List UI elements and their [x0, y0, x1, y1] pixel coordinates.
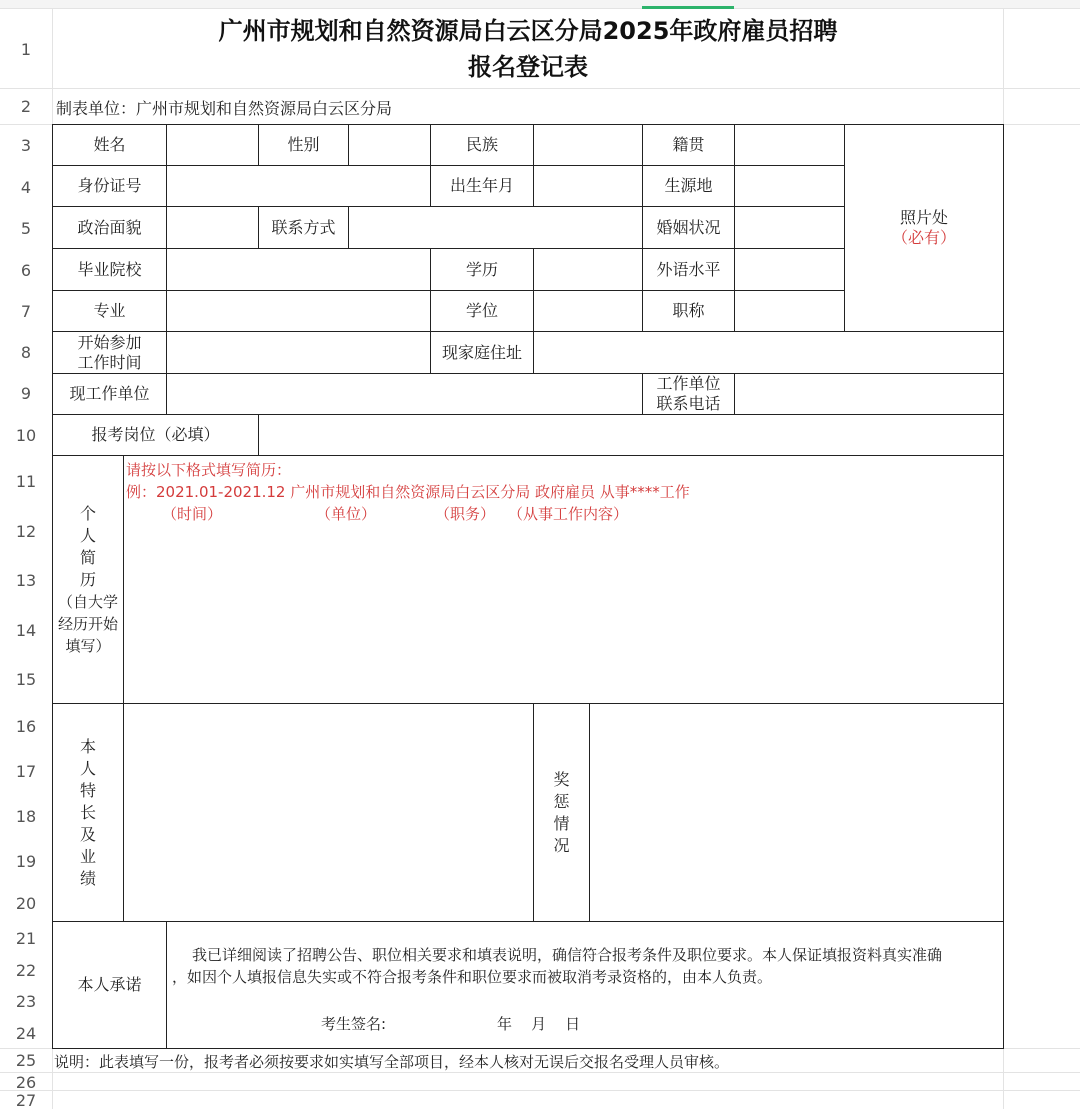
strengths-char: 及 — [79, 824, 96, 844]
label-marital: 婚姻状况 — [642, 206, 735, 249]
label-work-start — [52, 331, 167, 374]
row-number[interactable]: 1 — [20, 40, 32, 59]
row-number[interactable]: 19 — [15, 852, 37, 871]
resume-label-char: 历 — [79, 569, 96, 589]
strengths-char: 长 — [79, 802, 96, 822]
input-marital[interactable] — [734, 206, 845, 249]
row-number[interactable]: 25 — [15, 1051, 37, 1070]
hint-unit: （单位） — [316, 505, 377, 523]
awards-char: 情 — [553, 813, 570, 833]
gridline — [0, 8, 1080, 9]
label-major: 专业 — [52, 290, 167, 332]
resume-label-char: 个 — [79, 503, 96, 523]
row-number[interactable]: 6 — [20, 261, 32, 280]
label-political: 政治面貌 — [52, 206, 167, 249]
label-degree: 学位 — [430, 290, 534, 332]
pledge-text-line1: 我已详细阅读了招聘公告、职位相关要求和填表说明，确信符合报考条件及职位要求。本人保证填报资料真实准确 — [192, 946, 943, 964]
resume-hint-line2: 例：2021.01-2021.12 广州市规划和自然资源局白云区分局 政府雇员 从事****工作 — [126, 483, 690, 501]
resume-hint — [126, 459, 690, 525]
resume-label-char: 简 — [79, 547, 96, 567]
pledge-text — [172, 944, 942, 988]
row-number[interactable]: 8 — [20, 343, 32, 362]
strengths-char: 绩 — [79, 868, 96, 888]
label-address: 现家庭住址 — [430, 331, 534, 374]
label-position: 报考岗位（必填） — [52, 414, 259, 456]
strengths-char: 业 — [79, 846, 96, 866]
row-number[interactable]: 2 — [20, 97, 32, 116]
photo-required-note: （必有） — [891, 228, 956, 247]
active-column-indicator — [642, 6, 734, 9]
label-ethnicity: 民族 — [430, 124, 534, 166]
form-subtitle: 报名登记表 — [468, 53, 588, 81]
input-resume[interactable] — [123, 455, 1004, 704]
row-number[interactable]: 20 — [15, 894, 37, 913]
input-degree[interactable] — [533, 290, 643, 332]
hint-role: （职务） — [435, 505, 496, 523]
input-awards[interactable] — [589, 703, 1004, 922]
row-number[interactable]: 24 — [15, 1024, 37, 1043]
input-origin[interactable] — [734, 165, 845, 207]
footer-note: 说明：此表填写一份，报考者必须按要求如实填写全部项目，经本人核对无误后交报名受理人员审核。 — [54, 1053, 730, 1071]
row-number[interactable]: 10 — [15, 426, 37, 445]
input-political[interactable] — [166, 206, 259, 249]
row-number[interactable]: 12 — [15, 522, 37, 541]
resume-hint-line1: 请按以下格式填写简历： — [126, 461, 292, 479]
row-number[interactable]: 7 — [20, 302, 32, 321]
input-id-number[interactable] — [166, 165, 431, 207]
input-major[interactable] — [166, 290, 431, 332]
label-native-place: 籍贯 — [642, 124, 735, 166]
resume-hint-legend — [126, 503, 690, 525]
input-education[interactable] — [533, 248, 643, 291]
label-name: 姓名 — [52, 124, 167, 166]
input-ethnicity[interactable] — [533, 124, 643, 166]
row-number[interactable]: 3 — [20, 136, 32, 155]
strengths-char: 人 — [79, 758, 96, 778]
row-number[interactable]: 4 — [20, 178, 32, 197]
issuing-unit: 制表单位：广州市规划和自然资源局白云区分局 — [56, 99, 393, 118]
signature-date: 年 月 日 — [497, 1015, 581, 1033]
label-school: 毕业院校 — [52, 248, 167, 291]
label-employer: 现工作单位 — [52, 373, 167, 415]
label-id-number: 身份证号 — [52, 165, 167, 207]
gridline — [0, 1090, 1080, 1091]
resume-label-char: 人 — [79, 525, 96, 545]
input-work-start[interactable] — [166, 331, 431, 374]
label-language: 外语水平 — [642, 248, 735, 291]
input-gender[interactable] — [348, 124, 431, 166]
input-position[interactable] — [258, 414, 1004, 456]
label-awards — [533, 703, 590, 922]
input-address[interactable] — [533, 331, 1004, 374]
photo-area[interactable] — [844, 124, 1004, 332]
form-title: 广州市规划和自然资源局白云区分局2025年政府雇员招聘 — [218, 17, 838, 45]
resume-label-sub: （自大学 — [57, 592, 118, 611]
label-employer-phone — [642, 373, 735, 415]
row-number[interactable]: 21 — [15, 929, 37, 948]
pledge-content[interactable] — [166, 921, 1004, 1049]
label-employer-phone-line2: 联系电话 — [656, 394, 721, 413]
label-title-rank: 职称 — [642, 290, 735, 332]
label-strengths — [52, 703, 124, 922]
row-number[interactable]: 14 — [15, 621, 37, 640]
label-resume — [52, 455, 124, 704]
label-gender: 性别 — [258, 124, 349, 166]
row-number[interactable]: 22 — [15, 961, 37, 980]
gridline — [0, 1072, 1080, 1073]
label-education: 学历 — [430, 248, 534, 291]
row-number[interactable]: 23 — [15, 992, 37, 1011]
row-number[interactable]: 26 — [15, 1073, 37, 1092]
photo-label: 照片处 — [899, 208, 948, 227]
input-native-place[interactable] — [734, 124, 845, 166]
label-birth: 出生年月 — [430, 165, 534, 207]
label-origin: 生源地 — [642, 165, 735, 207]
gridline — [0, 88, 1080, 89]
row-number[interactable]: 9 — [20, 384, 32, 403]
awards-char: 况 — [553, 835, 570, 855]
label-pledge: 本人承诺 — [52, 921, 167, 1049]
row-number[interactable]: 16 — [15, 717, 37, 736]
input-employer-phone[interactable] — [734, 373, 1004, 415]
row-number[interactable]: 5 — [20, 219, 32, 238]
input-title-rank[interactable] — [734, 290, 845, 332]
signature-label: 考生签名: — [321, 1015, 387, 1033]
pledge-text-line2: ，如因个人填报信息失实或不符合报考条件和职位要求而被取消考录资格的，由本人负责。 — [172, 968, 773, 986]
label-work-start-line1: 开始参加 — [77, 332, 142, 352]
input-school[interactable] — [166, 248, 431, 291]
strengths-char: 本 — [79, 736, 96, 756]
label-employer-phone-line1: 工作单位 — [656, 374, 721, 393]
input-name[interactable] — [166, 124, 259, 166]
hint-time: （时间） — [162, 505, 223, 523]
resume-label-sub: 填写） — [65, 636, 111, 655]
hint-content: （从事工作内容） — [508, 505, 629, 523]
row-number[interactable]: 27 — [15, 1091, 37, 1110]
input-language[interactable] — [734, 248, 845, 291]
awards-char: 惩 — [553, 791, 570, 811]
label-work-start-line2: 工作时间 — [77, 352, 142, 372]
resume-label-sub: 经历开始 — [57, 614, 118, 633]
row-number[interactable]: 15 — [15, 670, 37, 689]
label-contact: 联系方式 — [258, 206, 349, 249]
input-strengths[interactable] — [123, 703, 534, 922]
row-number[interactable]: 11 — [15, 472, 37, 491]
input-contact[interactable] — [348, 206, 643, 249]
awards-char: 奖 — [553, 769, 570, 789]
row-number[interactable]: 18 — [15, 807, 37, 826]
row-number[interactable]: 17 — [15, 762, 37, 781]
row-number[interactable]: 13 — [15, 571, 37, 590]
column-header-strip[interactable] — [0, 0, 1080, 8]
input-employer[interactable] — [166, 373, 643, 415]
input-birth[interactable] — [533, 165, 643, 207]
strengths-char: 特 — [79, 780, 96, 800]
